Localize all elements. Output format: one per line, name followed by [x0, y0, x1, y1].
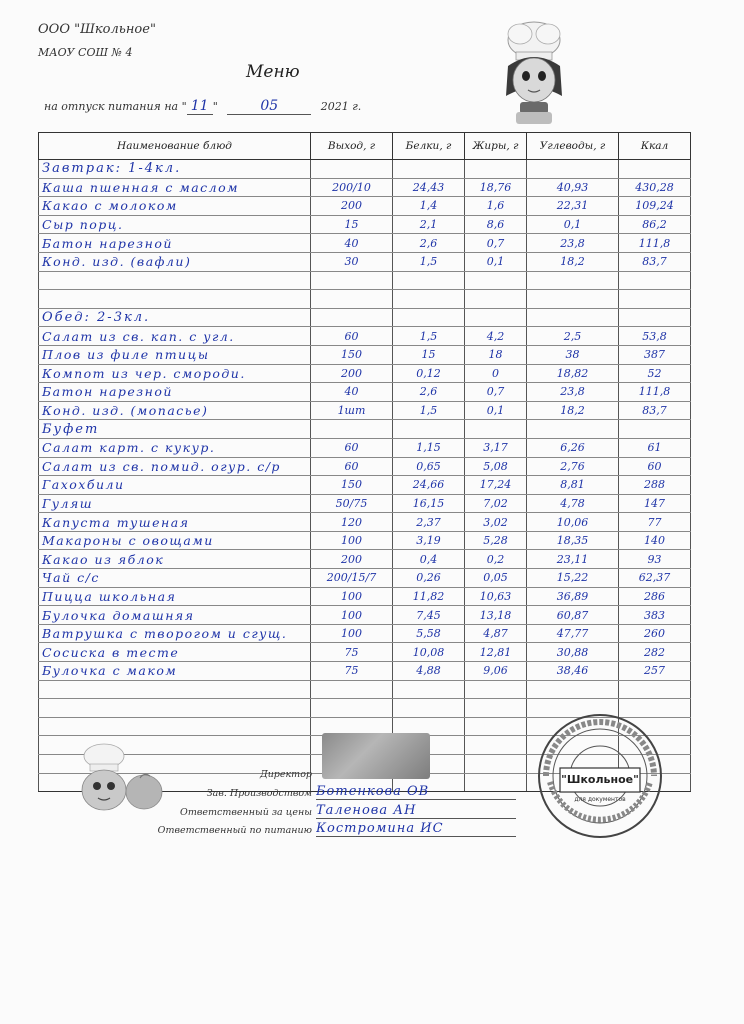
cell-name: Булочка с маком [39, 662, 311, 681]
cell-carb: 10,06 [527, 513, 619, 532]
cell-fat: 17,24 [465, 476, 527, 495]
cell-out: 50/75 [311, 494, 393, 513]
table-row [39, 215, 691, 234]
cell-kcal: 111,8 [619, 234, 691, 253]
cell-carb: 18,35 [527, 531, 619, 550]
cell-prot [393, 420, 465, 439]
cell-fat: 0,1 [465, 401, 527, 420]
cell-kcal [619, 680, 691, 699]
column-header-fat: Жиры, г [465, 133, 527, 160]
cell-name: Плов из филе птицы [39, 345, 311, 364]
cell-prot: 2,1 [393, 215, 465, 234]
cell-kcal: 387 [619, 345, 691, 364]
cell-carb: 40,93 [527, 178, 619, 197]
cell-prot: 1,4 [393, 197, 465, 216]
table-row [39, 624, 691, 643]
cell-prot: 7,45 [393, 606, 465, 625]
cell-prot: 2,6 [393, 234, 465, 253]
cell-kcal: 257 [619, 662, 691, 681]
cell-fat: 7,02 [465, 494, 527, 513]
table-row [39, 160, 691, 179]
cell-fat: 0,7 [465, 383, 527, 402]
date-prefix: на отпуск питания на " [44, 100, 187, 113]
table-row [39, 345, 691, 364]
cell-prot [393, 680, 465, 699]
cell-name: Буфет [39, 420, 311, 439]
cell-fat [465, 420, 527, 439]
cell-out: 100 [311, 624, 393, 643]
cell-out: 200/15/7 [311, 569, 393, 588]
cell-kcal: 61 [619, 438, 691, 457]
cell-kcal: 286 [619, 587, 691, 606]
column-header-protein: Белки, г [393, 133, 465, 160]
cell-kcal: 288 [619, 476, 691, 495]
cell-fat: 18 [465, 345, 527, 364]
cell-kcal: 86,2 [619, 215, 691, 234]
cell-carb: 0,1 [527, 215, 619, 234]
cell-out: 15 [311, 215, 393, 234]
cell-name: Обед: 2-3кл. [39, 308, 311, 327]
cell-fat [465, 271, 527, 290]
cell-prot [393, 160, 465, 179]
table-row [39, 643, 691, 662]
cell-prot [393, 271, 465, 290]
cell-fat [465, 680, 527, 699]
table-row [39, 271, 691, 290]
cell-out: 200 [311, 364, 393, 383]
table-row [39, 513, 691, 532]
signature-name: Ботенкова ОВ [316, 784, 516, 800]
cell-carb [527, 271, 619, 290]
cell-fat: 5,28 [465, 531, 527, 550]
cell-name: Какао с молоком [39, 197, 311, 216]
cell-name: Салат карт. с кукур. [39, 438, 311, 457]
cell-fat: 0,7 [465, 234, 527, 253]
signature-name: Костромина ИС [316, 821, 516, 837]
organization-stamp [536, 712, 664, 840]
cell-carb: 8,81 [527, 476, 619, 495]
table-row [39, 383, 691, 402]
date-quote: " [212, 100, 218, 113]
cell-carb: 23,8 [527, 383, 619, 402]
cell-out: 200 [311, 197, 393, 216]
cell-prot: 0,65 [393, 457, 465, 476]
cell-fat: 4,87 [465, 624, 527, 643]
cell-kcal: 60 [619, 457, 691, 476]
table-row [39, 438, 691, 457]
cell-carb [527, 160, 619, 179]
cell-kcal: 430,28 [619, 178, 691, 197]
cell-carb: 23,11 [527, 550, 619, 569]
cell-out: 150 [311, 345, 393, 364]
cell-out: 1шт [311, 401, 393, 420]
cell-prot [393, 290, 465, 309]
table-row [39, 569, 691, 588]
cell-kcal: 93 [619, 550, 691, 569]
signature-label: Ответственный по питанию [157, 825, 312, 836]
table-row [39, 476, 691, 495]
cell-prot: 24,66 [393, 476, 465, 495]
cell-fat: 0,1 [465, 252, 527, 271]
cell-fat: 0,2 [465, 550, 527, 569]
cell-carb: 18,2 [527, 401, 619, 420]
cell-fat [465, 699, 527, 718]
table-header-row [39, 133, 691, 160]
table-row [39, 531, 691, 550]
signature-row [120, 805, 540, 821]
menu-table [38, 132, 691, 792]
cell-kcal: 83,7 [619, 252, 691, 271]
cell-fat: 5,08 [465, 457, 527, 476]
school-name: МАОУ СОШ № 4 [38, 46, 133, 59]
cell-kcal: 109,24 [619, 197, 691, 216]
cell-prot: 1,5 [393, 401, 465, 420]
cell-prot: 11,82 [393, 587, 465, 606]
cell-out: 60 [311, 457, 393, 476]
cell-name: Конд. изд. (вафли) [39, 252, 311, 271]
signature-row [120, 786, 540, 802]
cell-fat [465, 160, 527, 179]
cell-carb: 30,88 [527, 643, 619, 662]
cell-kcal: 147 [619, 494, 691, 513]
cell-prot: 4,88 [393, 662, 465, 681]
date-line [44, 98, 361, 115]
cell-kcal: 282 [619, 643, 691, 662]
cell-out [311, 680, 393, 699]
cell-out: 75 [311, 662, 393, 681]
table-row [39, 494, 691, 513]
column-header-output: Выход, г [311, 133, 393, 160]
cell-out: 60 [311, 438, 393, 457]
date-day: 11 [187, 98, 213, 115]
cell-carb [527, 308, 619, 327]
cell-kcal: 62,37 [619, 569, 691, 588]
cell-kcal: 52 [619, 364, 691, 383]
cell-kcal [619, 290, 691, 309]
cell-kcal [619, 271, 691, 290]
cell-out [311, 160, 393, 179]
cell-prot: 0,4 [393, 550, 465, 569]
cell-name: Пицца школьная [39, 587, 311, 606]
cell-kcal [619, 160, 691, 179]
cell-out: 100 [311, 587, 393, 606]
cell-name: Компот из чер. смороди. [39, 364, 311, 383]
cell-name: Батон нарезной [39, 383, 311, 402]
cell-out: 40 [311, 383, 393, 402]
cell-name: Конд. изд. (мопасье) [39, 401, 311, 420]
table-row [39, 420, 691, 439]
cell-prot: 0,26 [393, 569, 465, 588]
signature-label: Директор [259, 769, 312, 780]
cell-out: 30 [311, 252, 393, 271]
cell-fat: 3,17 [465, 438, 527, 457]
table-row [39, 606, 691, 625]
cell-fat: 9,06 [465, 662, 527, 681]
cell-kcal: 383 [619, 606, 691, 625]
cell-out [311, 290, 393, 309]
cell-out: 100 [311, 606, 393, 625]
cell-name: Салат из св. помид. огур. с/р [39, 457, 311, 476]
cell-name: Булочка домашняя [39, 606, 311, 625]
cell-fat: 1,6 [465, 197, 527, 216]
cell-out: 40 [311, 234, 393, 253]
cell-name: Макароны с овощами [39, 531, 311, 550]
cell-name: Сосиска в тесте [39, 643, 311, 662]
table-row [39, 252, 691, 271]
cell-name [39, 699, 311, 718]
cell-kcal: 260 [619, 624, 691, 643]
table-row [39, 234, 691, 253]
cell-name: Гуляш [39, 494, 311, 513]
cell-carb: 18,82 [527, 364, 619, 383]
cell-carb: 4,78 [527, 494, 619, 513]
cell-carb: 6,26 [527, 438, 619, 457]
cell-prot: 1,5 [393, 327, 465, 346]
cell-prot: 1,5 [393, 252, 465, 271]
cell-fat: 8,6 [465, 215, 527, 234]
cell-kcal [619, 308, 691, 327]
cell-prot: 3,19 [393, 531, 465, 550]
cell-out [311, 420, 393, 439]
column-header-kcal: Ккал [619, 133, 691, 160]
table-row [39, 178, 691, 197]
signature-label: Зав. Производством [206, 788, 312, 799]
cell-prot: 2,37 [393, 513, 465, 532]
cell-fat: 3,02 [465, 513, 527, 532]
cell-carb: 2,76 [527, 457, 619, 476]
cell-prot: 15 [393, 345, 465, 364]
cell-name: Чай с/с [39, 569, 311, 588]
organization-name: ООО "Школьное" [38, 22, 156, 37]
cell-carb [527, 680, 619, 699]
cell-name: Батон нарезной [39, 234, 311, 253]
cell-fat [465, 290, 527, 309]
cell-fat: 13,18 [465, 606, 527, 625]
cell-prot: 0,12 [393, 364, 465, 383]
cell-kcal [619, 420, 691, 439]
cell-carb: 38 [527, 345, 619, 364]
signature-row [120, 767, 540, 783]
cell-kcal: 111,8 [619, 383, 691, 402]
table-row [39, 364, 691, 383]
cell-prot: 16,15 [393, 494, 465, 513]
cell-kcal: 53,8 [619, 327, 691, 346]
cell-prot [393, 308, 465, 327]
cell-carb: 18,2 [527, 252, 619, 271]
cell-carb: 47,77 [527, 624, 619, 643]
cell-prot: 24,43 [393, 178, 465, 197]
signature-row [120, 823, 540, 839]
cell-out [311, 308, 393, 327]
cell-name [39, 290, 311, 309]
date-year: 2021 г. [320, 100, 362, 113]
cell-carb [527, 290, 619, 309]
cell-name: Каша пшенная с маслом [39, 178, 311, 197]
table-row [39, 308, 691, 327]
stamp-sub-text: для документов [574, 796, 626, 803]
signature-label: Ответственный за цены [180, 807, 312, 818]
cell-carb: 60,87 [527, 606, 619, 625]
cell-out: 200/10 [311, 178, 393, 197]
table-row [39, 197, 691, 216]
cell-out [311, 699, 393, 718]
cell-prot: 1,15 [393, 438, 465, 457]
cell-name [39, 717, 311, 736]
cell-name: Капуста тушеная [39, 513, 311, 532]
cell-name: Гахохбили [39, 476, 311, 495]
cell-carb: 22,31 [527, 197, 619, 216]
cell-fat: 4,2 [465, 327, 527, 346]
cell-out: 200 [311, 550, 393, 569]
cell-out: 100 [311, 531, 393, 550]
cell-name: Салат из св. кап. с угл. [39, 327, 311, 346]
cell-carb: 15,22 [527, 569, 619, 588]
table-row [39, 327, 691, 346]
cell-name: Ватрушка с творогом и сгущ. [39, 624, 311, 643]
stamp-center-text: "Школьное" [561, 773, 639, 786]
cell-name: Завтрак: 1-4кл. [39, 160, 311, 179]
cell-fat [465, 308, 527, 327]
cell-fat: 0 [465, 364, 527, 383]
cell-kcal: 77 [619, 513, 691, 532]
table-row [39, 457, 691, 476]
cell-name [39, 680, 311, 699]
table-row [39, 290, 691, 309]
cell-prot: 5,58 [393, 624, 465, 643]
cell-out: 75 [311, 643, 393, 662]
cell-fat: 18,76 [465, 178, 527, 197]
cell-out [311, 271, 393, 290]
cell-fat: 10,63 [465, 587, 527, 606]
cell-fat: 12,81 [465, 643, 527, 662]
cell-out: 120 [311, 513, 393, 532]
cell-out: 60 [311, 327, 393, 346]
table-row [39, 550, 691, 569]
cell-name: Сыр порц. [39, 215, 311, 234]
cell-fat [465, 717, 527, 736]
table-row [39, 680, 691, 699]
chef-girl-illustration [494, 18, 576, 126]
signature-name: Таленова АН [316, 803, 516, 819]
table-row [39, 587, 691, 606]
cell-fat: 0,05 [465, 569, 527, 588]
document-title: Меню [246, 62, 300, 82]
column-header-dish: Наименование блюд [39, 133, 311, 160]
cell-prot [393, 699, 465, 718]
cell-prot: 10,08 [393, 643, 465, 662]
cell-carb: 36,89 [527, 587, 619, 606]
column-header-carbs: Углеводы, г [527, 133, 619, 160]
cell-kcal: 140 [619, 531, 691, 550]
cell-carb: 2,5 [527, 327, 619, 346]
cell-carb [527, 420, 619, 439]
cell-prot: 2,6 [393, 383, 465, 402]
cell-carb: 23,8 [527, 234, 619, 253]
date-month: 05 [227, 98, 311, 115]
cell-carb: 38,46 [527, 662, 619, 681]
cell-out: 150 [311, 476, 393, 495]
table-row [39, 662, 691, 681]
cell-kcal: 83,7 [619, 401, 691, 420]
cell-fat [465, 736, 527, 755]
cell-name [39, 271, 311, 290]
cell-name: Какао из яблок [39, 550, 311, 569]
table-row [39, 401, 691, 420]
